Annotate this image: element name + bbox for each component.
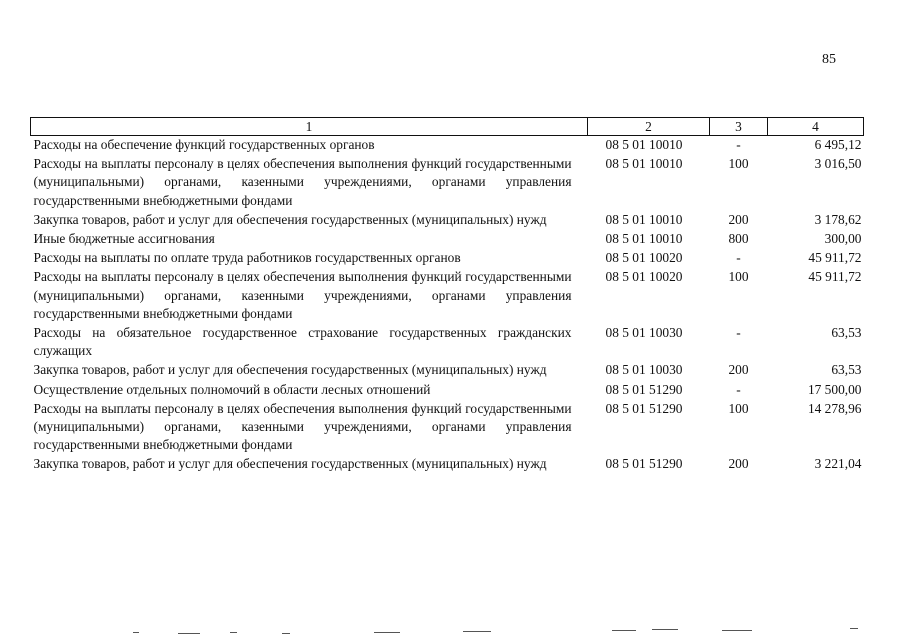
row-expense-type: 200 xyxy=(728,362,749,378)
row-code: 08 5 01 10020 xyxy=(605,250,683,266)
row-name: Расходы на обязательное государственное страхование государственных гражданских служащих xyxy=(33,325,572,359)
row-name: Расходы на выплаты персоналу в целях обеспечения выполнения функций государственными (муниципальными) органами, казенными учреждениями, органами управления государственными внебюджетными фондами xyxy=(33,269,572,321)
row-amount: 300,00 xyxy=(824,231,862,247)
row-amount: 6 495,12 xyxy=(814,137,862,152)
table-row xyxy=(31,381,864,400)
table-row xyxy=(31,249,864,268)
row-expense-type: 100 xyxy=(728,400,749,416)
row-expense-type: - xyxy=(736,325,741,341)
row-amount: 14 278,96 xyxy=(807,400,862,416)
row-expense-type: - xyxy=(736,250,741,266)
row-amount: 63,53 xyxy=(831,362,862,378)
row-expense-type: 100 xyxy=(728,156,749,172)
header-col-4: 4 xyxy=(768,118,864,136)
row-code: 08 5 01 10020 xyxy=(605,269,683,285)
table-row xyxy=(31,324,864,361)
row-amount: 17 500,00 xyxy=(807,381,862,397)
row-code: 08 5 01 10030 xyxy=(605,325,683,341)
table-row xyxy=(31,211,864,230)
row-code: 08 5 01 10010 xyxy=(605,231,683,247)
row-name: Расходы на обеспечение функций государственных органов xyxy=(33,137,375,152)
row-code: 08 5 01 10010 xyxy=(605,137,683,152)
row-expense-type: - xyxy=(736,381,741,397)
row-amount: 3 178,62 xyxy=(814,211,862,227)
header-col-1: 1 xyxy=(31,118,588,136)
table-row xyxy=(31,155,864,211)
table-body xyxy=(31,136,864,475)
row-name: Закупка товаров, работ и услуг для обеспечения государственных (муниципальных) нужд xyxy=(33,456,547,472)
row-expense-type: 200 xyxy=(728,456,749,472)
table-row xyxy=(31,230,864,249)
table-row xyxy=(31,361,864,380)
budget-table xyxy=(30,117,864,475)
table-row xyxy=(31,455,864,474)
row-name: Закупка товаров, работ и услуг для обеспечения государственных (муниципальных) нужд xyxy=(33,362,547,378)
table-row xyxy=(31,400,864,456)
row-expense-type: 800 xyxy=(728,231,749,247)
row-code: 08 5 01 10010 xyxy=(605,156,683,172)
page-number: 85 xyxy=(822,52,836,67)
row-amount: 63,53 xyxy=(831,325,862,341)
row-amount: 3 016,50 xyxy=(814,156,862,172)
header-col-3: 3 xyxy=(710,118,768,136)
row-code: 08 5 01 51290 xyxy=(605,456,683,472)
row-name: Осуществление отдельных полномочий в области лесных отношений xyxy=(33,381,431,397)
row-code: 08 5 01 51290 xyxy=(605,400,683,416)
row-name: Закупка товаров, работ и услуг для обеспечения государственных (муниципальных) нужд xyxy=(33,211,547,227)
header-col-2: 2 xyxy=(588,118,710,136)
row-code: 08 5 01 10030 xyxy=(605,362,683,378)
scan-artifacts xyxy=(0,620,897,640)
row-expense-type: 200 xyxy=(728,211,749,227)
table-row xyxy=(31,136,864,156)
row-expense-type: - xyxy=(736,137,741,152)
row-amount: 45 911,72 xyxy=(808,250,862,266)
row-name: Расходы на выплаты по оплате труда работников государственных органов xyxy=(33,250,461,266)
row-amount: 3 221,04 xyxy=(814,456,862,472)
row-name: Иные бюджетные ассигнования xyxy=(33,231,215,247)
row-name: Расходы на выплаты персоналу в целях обеспечения выполнения функций государственными (муниципальными) органами, казенными учреждениями, органами управления государственными внебюджетными фондами xyxy=(33,400,572,453)
row-code: 08 5 01 10010 xyxy=(605,211,683,227)
row-name: Расходы на выплаты персоналу в целях обеспечения выполнения функций государственными (муниципальными) органами, казенными учреждениями, органами управления государственными внебюджетными фондами xyxy=(33,156,572,208)
row-amount: 45 911,72 xyxy=(808,269,862,285)
row-expense-type: 100 xyxy=(728,269,749,285)
table-header xyxy=(31,118,864,136)
table-row xyxy=(31,268,864,324)
row-code: 08 5 01 51290 xyxy=(605,381,683,397)
header-row xyxy=(31,118,864,136)
